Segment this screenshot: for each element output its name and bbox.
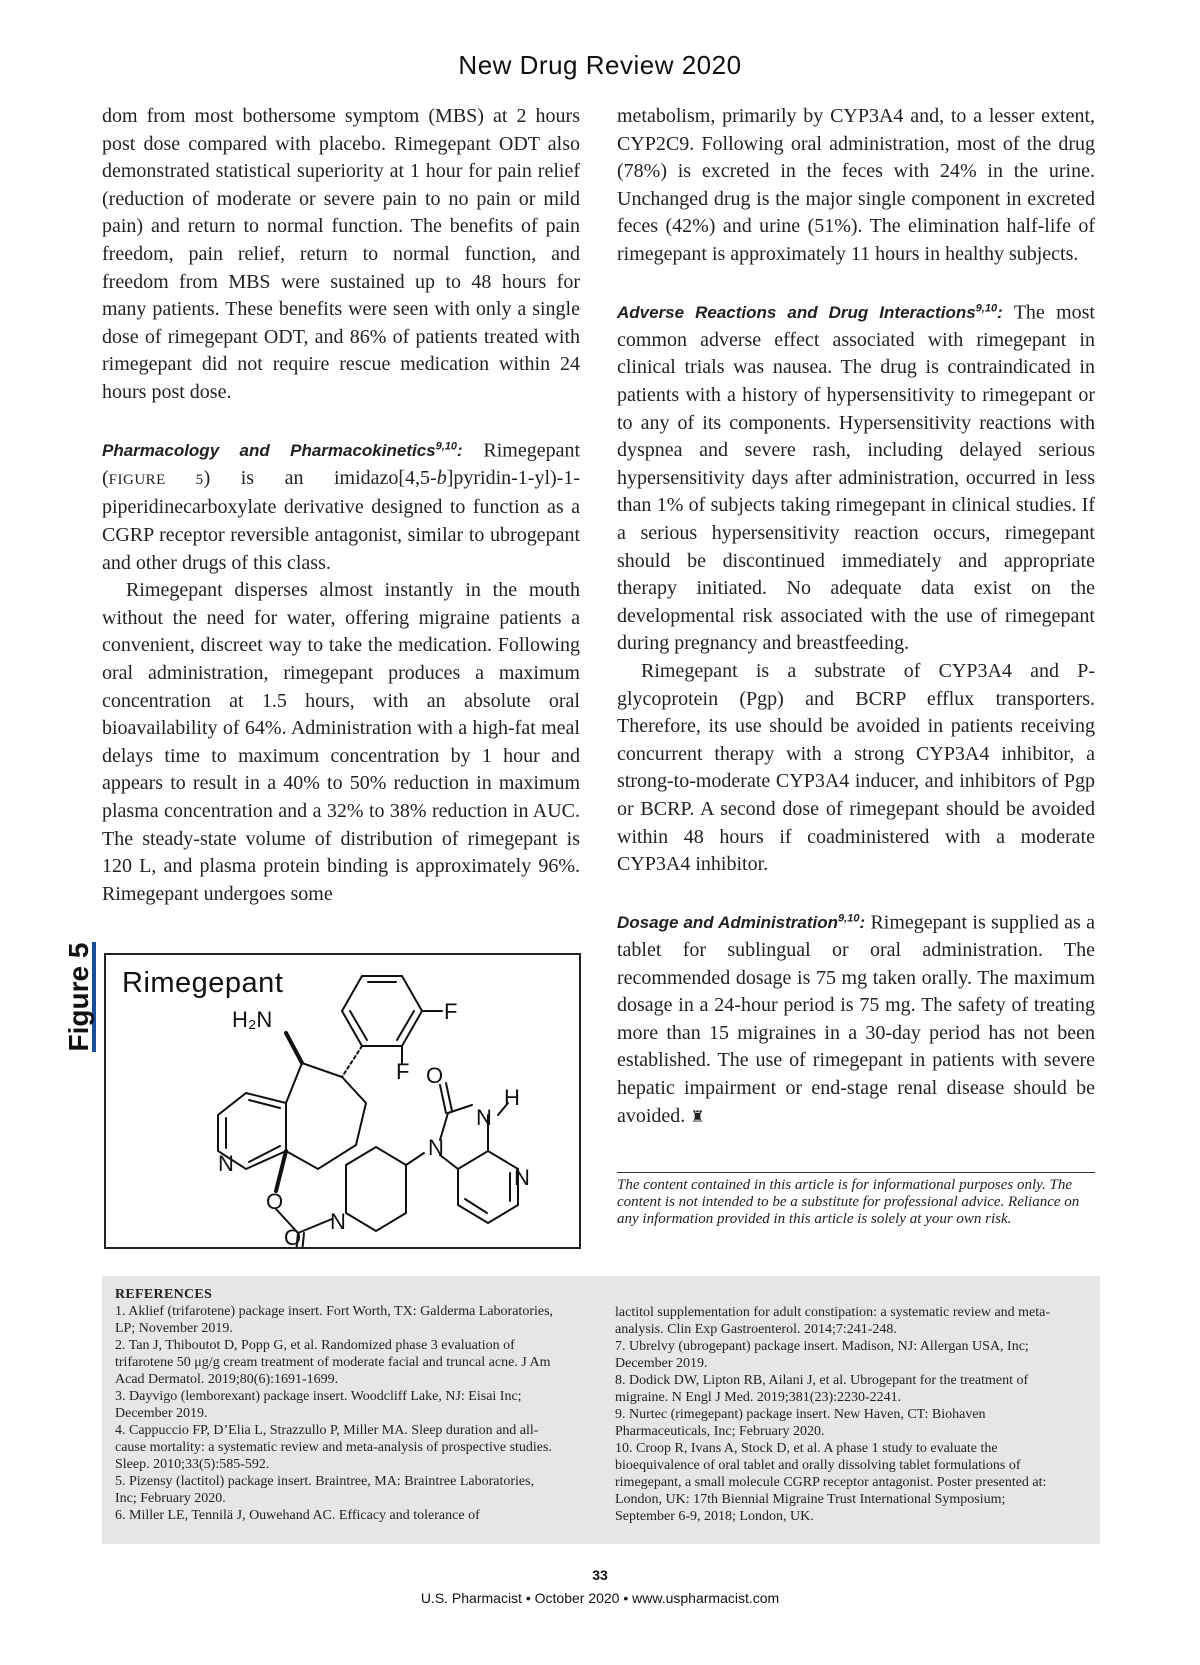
atom-label: H [504,1085,520,1110]
reference-item: 9. Nurtec (rimegepant) package insert. New Haven, CT: Biohaven Pharmaceuticals, Inc; February 2020. [615,1407,986,1439]
atom-label: O [284,1225,302,1247]
page-number: 33 [592,1567,608,1583]
section-heading: Dosage and Administration$^{9,10}$: [617,912,866,933]
reference-item: 6. Miller LE, Tennilä J, Ouwehand AC. Efficacy and tolerance of [115,1508,480,1523]
disclaimer: The content contained in this article is for informational purposes only. The content is not intended to be a substitute for professional advice. Reliance on any information provided in this article is solely at your own risk. [617,1172,1095,1228]
paragraph: dom from most bothersome symptom (MBS) at 2 hours post dose compared with placebo. Rimegepant ODT also demonstrated statistical superiority at 1 hour for pain relief (reduction of moderate or severe pain to no pain or mild pain) and return to normal function. The benefits of pain freedom, pain relief, return to normal function, and freedom from MBS were sustained up to 48 hours for many patients. These benefits were seen with only a single dose of rimegepant ODT, and 86% of patients treated with rimegepant did not require rescue medication within 24 hours post dose. [102,105,580,403]
atom-label: N [514,1165,530,1190]
references-left-column [115,1286,555,1524]
reference-item: 3. Dayvigo (lemborexant) package insert. Woodcliff Lake, NJ: Eisai Inc; December 2019. [115,1389,522,1421]
paragraph: metabolism, primarily by CYP3A4 and, to a lesser extent, CYP2C9. Following oral administration, most of the drug (78%) is excreted in the feces with 24% in the urine. Unchanged drug is the major single component in excreted feces (42%) and urine (51%). The elimination half-life of rimegepant is approximately 11 hours in healthy subjects. [617,105,1095,265]
reference-item: 5. Pizensy (lactitol) package insert. Braintree, MA: Braintree Laboratories, Inc; February 2020. [115,1474,535,1506]
reference-item: 2. Tan J, Thiboutot D, Popp G, et al. Randomized phase 3 evaluation of trifarotene 50 μg/g cream treatment of moderate facial and truncal acne. J Am Acad Dermatol. 2019;80(6):1691-1699. [115,1338,551,1387]
section-heading: Pharmacology and Pharmacokinetics$^{9,10}$: [102,440,463,461]
atom-label: N [330,1209,346,1234]
footer-line: U.S. Pharmacist • October 2020 • www.uspharmacist.com [420,1590,780,1606]
figure-label: Figure 5 [63,942,94,1052]
reference-item: 1. Aklief (trifarotene) package insert. Fort Worth, TX: Galderma Laboratories, LP; November 2019. [115,1304,554,1336]
paragraph: Dosage and Administration$^{9,10}$: Rimegepant is supplied as a tablet for sublingual or oral administration. The recommended dosage is 75 mg taken orally. The maximum dosage in a 24-hour period is 75 mg. The safety of treating more than 15 migraines in a 30-day period has not been established. The use of rimegepant in patients with severe hepatic impairment or end-stage renal disease should be avoided. ♜ [617,911,1095,1127]
aryl-ring [342,976,422,1046]
reference-item: 4. Cappuccio FP, D’Elia L, Strazzullo P, Miller MA. Sleep duration and all-cause mortality: a systematic review and meta-analysis of prospective studies. Sleep. 2010;33(5):585-592. [115,1423,552,1472]
right-column [617,103,1095,1131]
atom-label: H₂N [232,1007,273,1032]
reference-item: 8. Dodick DW, Lipton RB, Ailani J, et al. Ubrogepant for the treatment of migraine. N Engl J Med. 2019;381(23):2230-2241. [615,1373,1029,1405]
references-right-column [615,1304,1055,1525]
references-box [102,1276,1100,1544]
atom-label: N [428,1135,444,1160]
atom-label: O [266,1189,284,1214]
reference-item: 7. Ubrelvy (ubrogepant) package insert. Madison, NJ: Allergan USA, Inc; December 2019. [615,1339,1029,1371]
running-header: New Drug Review 2020 [458,50,742,80]
left-column [102,103,580,908]
paragraph: Rimegepant is a substrate of CYP3A4 and P-glycoprotein (Pgp) and BCRP efflux transporters. Therefore, its use should be avoided in patients receiving concurrent therapy with a strong CYP3A4 inhibitor, a strong-to-moderate CYP3A4 inducer, and inhibitors of Pgp or BCRP. A second dose of rimegepant should be avoided within 48 hours if coadministered with a moderate CYP3A4 inhibitor. [617,659,1095,876]
references-heading: REFERENCES [115,1287,213,1302]
pyridine-ring-2 [440,1151,518,1223]
rimegepant-structure-diagram [106,955,579,1247]
atom-label: O [426,1063,444,1088]
figure-5-structure [104,953,581,1249]
paragraph: Adverse Reactions and Drug Interactions$^{9,10}$: The most common adverse effect associated with rimegepant in clinical trials was nausea. The drug is contraindicated in patients with a history of hypersensitivity to rimegepant or to any of its components. Hypersensitivity reactions with dyspnea and severe rash, including delayed serious hypersensitivity days after administration, occurred in less than 1% of subjects taking rimegepant in clinical studies. If a serious hypersensitivity reaction occurs, rimegepant should be discontinued immediately and appropriate therapy initiated. No adequate data exist on the developmental risk associated with the use of rimegepant during pregnancy and breastfeeding. [617,301,1095,655]
section-heading: Adverse Reactions and Drug Interactions$^{9,10}$: [617,302,1003,323]
paragraph: Pharmacology and Pharmacokinetics$^{9,10}$: Rimegepant (FIGURE 5) is an imidazo[4,5-b]pyridin-1-yl)-1-piperidinecarboxylate derivative designed to function as a CGRP receptor reversible antagonist, similar to ubrogepant and other drugs of this class. [102,439,580,574]
atom-label: N [476,1105,492,1130]
paragraph: Rimegepant disperses almost instantly in the mouth without the need for water, offering migraine patients a convenient, discreet way to take the medication. Following oral administration, rimegepant produces a maximum concentration at 1.5 hours, with an absolute oral bioavailability of 64%. Administration with a high-fat meal delays time to maximum concentration by 1 hour and appears to result in a 40% to 50% reduction in maximum plasma concentration and a 32% to 38% reduction in AUC. The steady-state volume of distribution of rimegepant is 120 L, and plasma protein binding is approximately 96%. Rimegepant undergoes some [102,579,580,905]
atom-label: N [218,1151,234,1176]
reference-item: lactitol supplementation for adult constipation: a systematic review and meta-analysis. Clin Exp Gastroenterol. 2014;7:241-248. [615,1305,1051,1337]
atom-label: F [444,999,458,1024]
cycloheptane-ring [286,1063,366,1169]
piperidine-ring [346,1147,406,1231]
figure-reference: FIGURE 5 [108,471,204,488]
atom-label: F [396,1059,410,1084]
end-of-article-icon: ♜ [690,1108,705,1126]
reference-item: 10. Croop R, Ivans A, Stock D, et al. A phase 1 study to evaluate the bioequivalence of oral tablet and orally dissolving tablet formulations of rimegepant, a small molecule CGRP receptor antagonist. Poster presented at: London, UK: 17th Biennial Migraine Trust International Symposium; September 6-9, 2018; London, UK. [615,1441,1047,1524]
figure-title: Rimegepant [122,967,284,999]
